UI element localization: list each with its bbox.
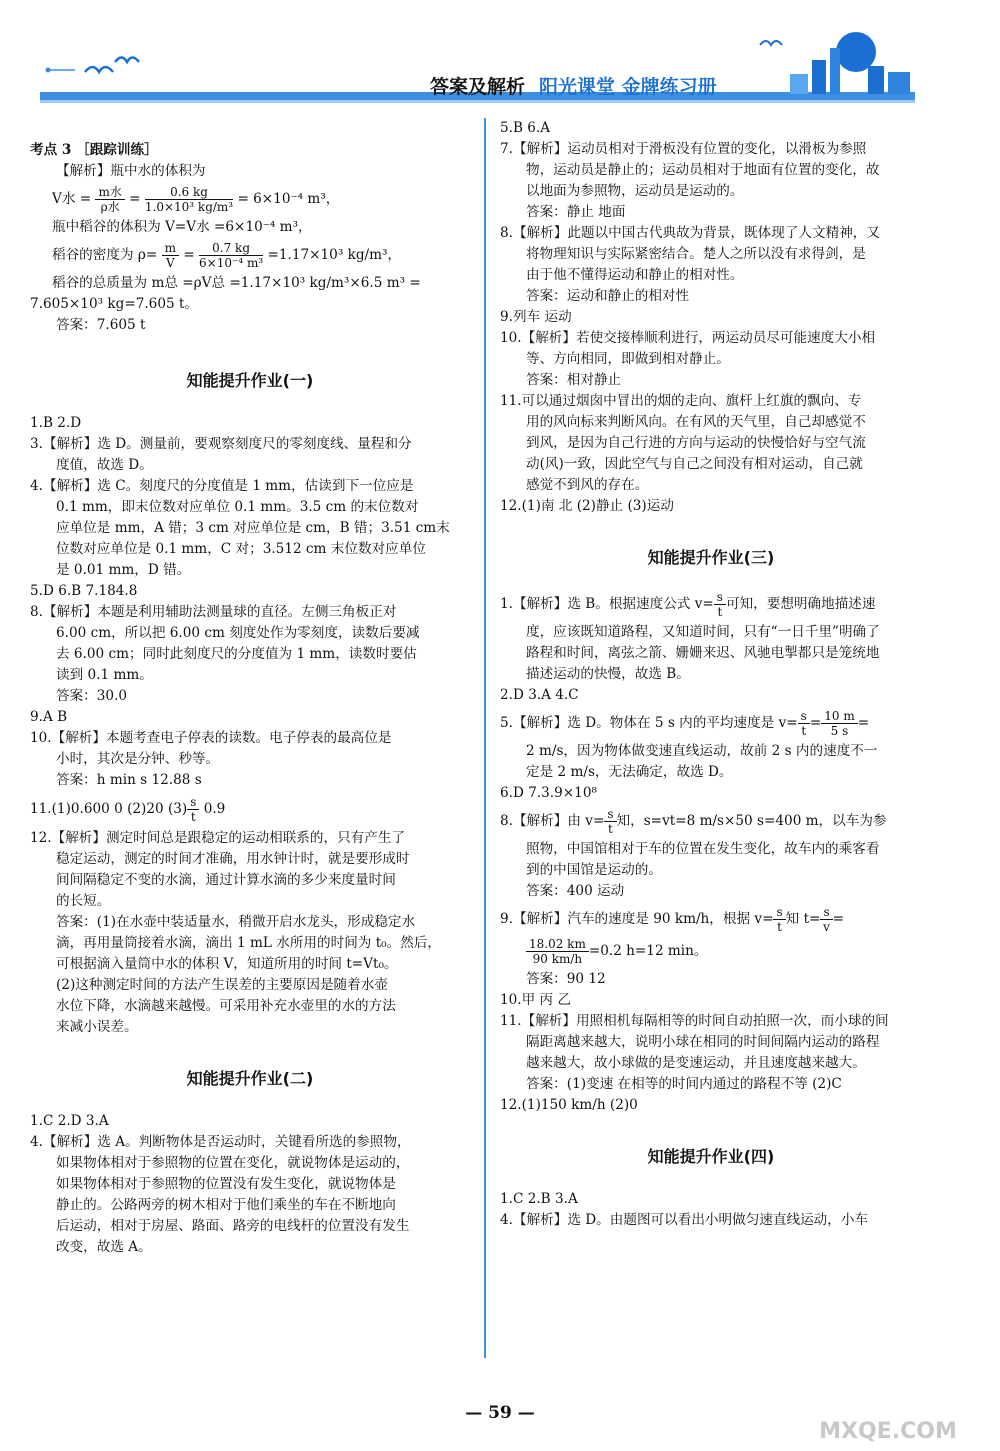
formula-text: = bbox=[129, 191, 141, 207]
text-line: 11.可以通过烟囱中冒出的烟的走向、旗杆上红旗的飘向、专 bbox=[500, 393, 862, 409]
answer-line: 6.D 7.3.9×10⁸ bbox=[500, 785, 597, 801]
text-line: 到的中国馆是运动的。 bbox=[526, 862, 662, 878]
text-line: 改变，故选 A。 bbox=[56, 1239, 152, 1255]
answer-line: 1.C 2.B 3.A bbox=[500, 1191, 578, 1207]
text-line: 3.【解析】选 D。测量前，要观察刻度尺的零刻度线、量程和分 bbox=[30, 436, 412, 452]
page-number: — 59 — bbox=[465, 1403, 535, 1423]
answer-line: 5.B 6.A bbox=[500, 120, 551, 136]
answer-line: 答案：h min s 12.88 s bbox=[56, 772, 202, 788]
text-line: 如果物体相对于参照物的位置没有发生变化，就说物体是 bbox=[56, 1176, 396, 1192]
fraction-numerator: s bbox=[820, 905, 832, 920]
fraction bbox=[162, 241, 179, 270]
text-line: 读到 0.1 mm。 bbox=[56, 667, 153, 683]
building-icon-2 bbox=[830, 48, 840, 94]
text-line: 应单位是 mm，A 错；3 cm 对应单位是 cm，B 错；3.51 cm末 bbox=[56, 520, 450, 536]
fraction-denominator: t bbox=[608, 822, 613, 836]
fraction-numerator: s bbox=[187, 795, 199, 810]
building-icon-3 bbox=[868, 66, 884, 94]
header-brand: 阳光课堂 金牌练习册 bbox=[539, 76, 717, 98]
left-column bbox=[30, 140, 470, 1258]
text-line: 以地面为参照物，运动员是运动的。 bbox=[526, 183, 744, 199]
fraction-denominator: 90 km/h bbox=[532, 952, 583, 966]
header-title-text: 答案及解析 bbox=[430, 76, 526, 98]
building-icon-5 bbox=[790, 74, 808, 94]
formula-text: 9.【解析】汽车的速度是 90 km/h，根据 v= bbox=[500, 911, 774, 927]
text-line: 由于他不懂得运动和静止的相对性。 bbox=[526, 267, 744, 283]
formula-line bbox=[500, 709, 922, 738]
formula-text: =1.17×10³ kg/m³， bbox=[267, 247, 402, 263]
page-header bbox=[0, 0, 1000, 110]
formula-text: 可知，要想明确地描述速 bbox=[725, 596, 876, 612]
text-line: 7.【解析】运动员相对于滑板没有位置的变化，以滑板为参照 bbox=[500, 141, 867, 157]
fraction bbox=[821, 709, 857, 738]
fraction-denominator: ρ水 bbox=[100, 200, 120, 214]
formula-text: 知，s=vt=8 m/s×50 s=400 m，以车为参 bbox=[616, 813, 887, 829]
text-line: 11.【解析】用照相机每隔相等的时间自动拍照一次，而小球的间 bbox=[500, 1013, 889, 1029]
text-line: 0.1 mm，即末位数对应单位 0.1 mm。3.5 cm 的末位数对 bbox=[56, 499, 419, 515]
section-heading: 知能提升作业(四) bbox=[647, 1147, 775, 1166]
text-line: 越来越大，故小球做的是变速运动，并且速度越来越大。 bbox=[526, 1055, 866, 1071]
formula-line bbox=[30, 795, 470, 824]
text-line: 隔距离越来越大，说明小球在相同的时间间隔内运动的路程 bbox=[526, 1034, 880, 1050]
text-line: 动(风)一致，因此空气与自己之间没有相对运动，自己就 bbox=[526, 456, 863, 472]
fraction-numerator: m水 bbox=[95, 185, 124, 200]
formula-line bbox=[500, 937, 922, 966]
header-rule-shadow bbox=[40, 100, 915, 103]
text-line: 4.【解析】选 C。刻度尺的分度值是 1 mm，估读到下一位应是 bbox=[30, 478, 414, 494]
fraction-numerator: s bbox=[604, 807, 616, 822]
text-line: 感觉不到风的存在。 bbox=[526, 477, 649, 493]
answer-line: 答案：静止 地面 bbox=[526, 204, 626, 220]
building-icon-4 bbox=[888, 72, 910, 94]
fraction-denominator: t bbox=[190, 810, 196, 824]
text-line: 12.【解析】测定时间总是跟稳定的运动相联系的，只有产生了 bbox=[30, 830, 406, 846]
text-line: 位数对应单位是 0.1 mm，C 对；3.512 cm 末位数对应单位 bbox=[56, 541, 426, 557]
answer-line: 答案：30.0 bbox=[56, 688, 128, 704]
header-title bbox=[430, 72, 717, 99]
text-line: 滴，再用量筒接着水滴，滴出 1 mL 水所用的时间为 t₀。然后， bbox=[56, 935, 442, 951]
formula-text: = bbox=[183, 247, 195, 263]
watermark-logo bbox=[788, 1380, 988, 1446]
fraction bbox=[798, 709, 810, 738]
answer-line: 9.A B bbox=[30, 709, 68, 725]
fraction bbox=[773, 905, 785, 934]
formula-text: V水 = bbox=[52, 191, 92, 207]
text-line: 到风，是因为自己行进的方向与运动的快慢恰好与空气流 bbox=[526, 435, 866, 451]
column-divider bbox=[484, 118, 486, 1358]
fraction bbox=[145, 185, 233, 214]
text-line: (2)这种测定时间的方法产生误差的主要原因是随着水壶 bbox=[56, 977, 388, 993]
answer-line: 答案：(1)在水壶中装适量水，稍微开启水龙头，形成稳定水 bbox=[56, 914, 416, 930]
fraction-denominator: v bbox=[823, 920, 830, 934]
fraction bbox=[95, 185, 124, 214]
text-line: 8.【解析】本题是利用辅助法测量球的直径。左侧三角板正对 bbox=[30, 604, 397, 620]
answer-line: 10.甲 丙 乙 bbox=[500, 992, 572, 1008]
section-heading: 知能提升作业(一) bbox=[186, 371, 314, 390]
formula-text: 知 t= bbox=[785, 911, 821, 927]
fraction-numerator: 18.02 km bbox=[526, 937, 589, 952]
text-line: 6.00 cm，所以把 6.00 cm 刻度处作为零刻度，读数后要减 bbox=[56, 625, 420, 641]
text-line: 静止的。公路两旁的树木相对于他们乘坐的车在不断地向 bbox=[56, 1197, 396, 1213]
fraction bbox=[604, 807, 616, 836]
text-line: 4.【解析】选 D。由题图可以看出小明做匀速直线运动，小车 bbox=[500, 1212, 869, 1228]
text-line: 水位下降，水滴越来越慢。可采用补充水壶里的水的方法 bbox=[56, 998, 396, 1014]
kaodian-heading: 考点 3 ［跟踪训练］ bbox=[30, 142, 158, 158]
text-line: 2 m/s，因为物体做变速直线运动，故前 2 s 内的速度不一 bbox=[526, 743, 878, 759]
text-line: 定是 2 m/s，无法确定，故选 D。 bbox=[526, 764, 733, 780]
formula-text: 0.9 bbox=[199, 801, 226, 817]
bird-icon bbox=[85, 67, 113, 72]
text-line: 可根据滴入量筒中水的体积 V，知道所用的时间 t=Vt₀。 bbox=[56, 956, 398, 972]
text-line: 是 0.01 mm，D 错。 bbox=[56, 562, 191, 578]
text-line: 10.【解析】若使交接棒顺利进行，两运动员尽可能速度大小相 bbox=[500, 330, 876, 346]
fraction bbox=[187, 795, 199, 824]
fraction-numerator: s bbox=[773, 905, 785, 920]
answer-line: 答案：运动和静止的相对性 bbox=[526, 288, 690, 304]
formula-text: 5.【解析】选 D。物体在 5 s 内的平均速度是 v= bbox=[500, 715, 798, 731]
fraction-denominator: 5 s bbox=[830, 724, 849, 738]
text-line: 7.605×10³ kg=7.605 t。 bbox=[30, 296, 198, 312]
formula-line bbox=[30, 185, 470, 214]
fraction-numerator: m bbox=[162, 241, 179, 256]
section-heading: 知能提升作业(三) bbox=[647, 548, 775, 567]
text-line: 描述运动的快慢，故选 B。 bbox=[526, 666, 690, 682]
answer-line: 12.(1)南 北 (2)静止 (3)运动 bbox=[500, 498, 674, 514]
text-line: 稻谷的总质量为 m总 =ρV总 =1.17×10³ kg/m³×6.5 m³ = bbox=[52, 275, 421, 291]
right-column bbox=[500, 118, 922, 1231]
watermark-text: MXQE.COM bbox=[819, 1419, 957, 1444]
text-line: 去 6.00 cm；同时此刻度尺的分度值为 1 mm，读数时要估 bbox=[56, 646, 417, 662]
text-line: 路程和时间，离弦之箭、姗姗来迟、风驰电掣都只是笼统地 bbox=[526, 645, 880, 661]
fraction bbox=[199, 241, 263, 270]
fraction bbox=[714, 590, 726, 619]
text-line: 用的风向标来判断风向。在有风的天气里，自己却感觉不 bbox=[526, 414, 866, 430]
section-heading: 知能提升作业(二) bbox=[186, 1069, 314, 1088]
text-line: 来减小误差。 bbox=[56, 1019, 138, 1035]
formula-line bbox=[500, 807, 922, 836]
answer-line: 答案：相对静止 bbox=[526, 372, 622, 388]
text-line: 后运动，相对于房屋、路面、路旁的电线杆的位置没有发生 bbox=[56, 1218, 410, 1234]
bird-icon-2 bbox=[115, 58, 139, 63]
answer-line: 5.D 6.B 7.184.8 bbox=[30, 583, 138, 599]
text-line: 照物，中国馆相对于车的位置在发生变化，故车内的乘客看 bbox=[526, 841, 880, 857]
fraction-numerator: 10 m bbox=[821, 709, 857, 724]
answer-line: 答案：(1)变速 在相等的时间内通过的路程不等 (2)C bbox=[526, 1076, 842, 1092]
answer-line: 1.B 2.D bbox=[30, 415, 82, 431]
answer-line: 答案：400 运动 bbox=[526, 883, 625, 899]
answer-line: 答案：7.605 t bbox=[56, 317, 146, 333]
text-line: 如果物体相对于参照物的位置在变化，就说物体是运动的， bbox=[56, 1155, 410, 1171]
fraction-numerator: s bbox=[798, 709, 810, 724]
text-line: 物，运动员是静止的；运动员相对于地面有位置的变化，故 bbox=[526, 162, 880, 178]
formula-line bbox=[500, 590, 922, 619]
fraction-denominator: t bbox=[777, 920, 782, 934]
fraction-numerator: 0.6 kg bbox=[145, 185, 233, 200]
text-line: 的长短。 bbox=[56, 893, 111, 909]
answer-line: 2.D 3.A 4.C bbox=[500, 687, 579, 703]
fraction bbox=[820, 905, 832, 934]
formula-text: = bbox=[832, 911, 844, 927]
text-line: 小时，其次是分钟、秒等。 bbox=[56, 751, 220, 767]
text-line: 稳定运动，测定的时间才准确，用水钟计时，就是要形成时 bbox=[56, 851, 410, 867]
fraction-numerator: s bbox=[714, 590, 726, 605]
answer-line: 9.列车 运动 bbox=[500, 309, 572, 325]
answer-line: 答案：90 12 bbox=[526, 971, 606, 987]
fraction-numerator: 0.7 kg bbox=[199, 241, 263, 256]
formula-text: 11.(1)0.600 0 (2)20 (3) bbox=[30, 801, 188, 817]
answer-line: 1.C 2.D 3.A bbox=[30, 1113, 109, 1129]
text-line: 瓶中稻谷的体积为 V=V水 =6×10⁻⁴ m³， bbox=[52, 219, 312, 235]
text-line: 8.【解析】此题以中国古代典故为背景，既体现了人文精神，又 bbox=[500, 225, 880, 241]
text-line: 10.【解析】本题考查电子停表的读数。电子停表的最高位是 bbox=[30, 730, 392, 746]
formula-text: 稻谷的密度为 ρ= bbox=[52, 247, 158, 263]
building-icon bbox=[812, 60, 826, 94]
fraction-denominator: 1.0×10³ kg/m³ bbox=[144, 200, 234, 214]
formula-text: = 6×10⁻⁴ m³， bbox=[237, 191, 340, 207]
formula-text: = bbox=[809, 715, 822, 731]
fraction-denominator: t bbox=[717, 605, 723, 619]
formula-text: =0.2 h=12 min。 bbox=[588, 943, 708, 959]
fraction-denominator: t bbox=[801, 724, 807, 738]
text-line: 等、方向相同，即做到相对静止。 bbox=[526, 351, 730, 367]
text-line: 4.【解析】选 A。判断物体是否运动时，关键看所选的参照物， bbox=[30, 1134, 411, 1150]
text-line: 间间隔稳定不变的水滴，通过计算水滴的多少来度量时间 bbox=[56, 872, 396, 888]
text-line: 【解析】瓶中水的体积为 bbox=[56, 163, 206, 179]
formula-line bbox=[500, 905, 922, 934]
formula-text: 1.【解析】选 B。根据速度公式 v= bbox=[500, 596, 714, 612]
formula-line bbox=[30, 241, 470, 270]
fraction-denominator: 6×10⁻⁴ m³ bbox=[199, 256, 264, 270]
fraction bbox=[526, 937, 589, 966]
text-line: 度，应该既知道路程，又知道时间，只有“一日千里”明确了 bbox=[526, 624, 880, 640]
text-line: 将物理知识与实际紧密结合。楚人之所以没有求得剑，是 bbox=[526, 246, 866, 262]
formula-text: = bbox=[857, 715, 870, 731]
answer-line: 12.(1)150 km/h (2)0 bbox=[500, 1097, 638, 1113]
bird-icon-3 bbox=[760, 41, 782, 45]
text-line: 度值，故选 D。 bbox=[56, 457, 153, 473]
fraction-denominator: V bbox=[165, 256, 175, 270]
formula-text: 8.【解析】由 v= bbox=[500, 813, 605, 829]
